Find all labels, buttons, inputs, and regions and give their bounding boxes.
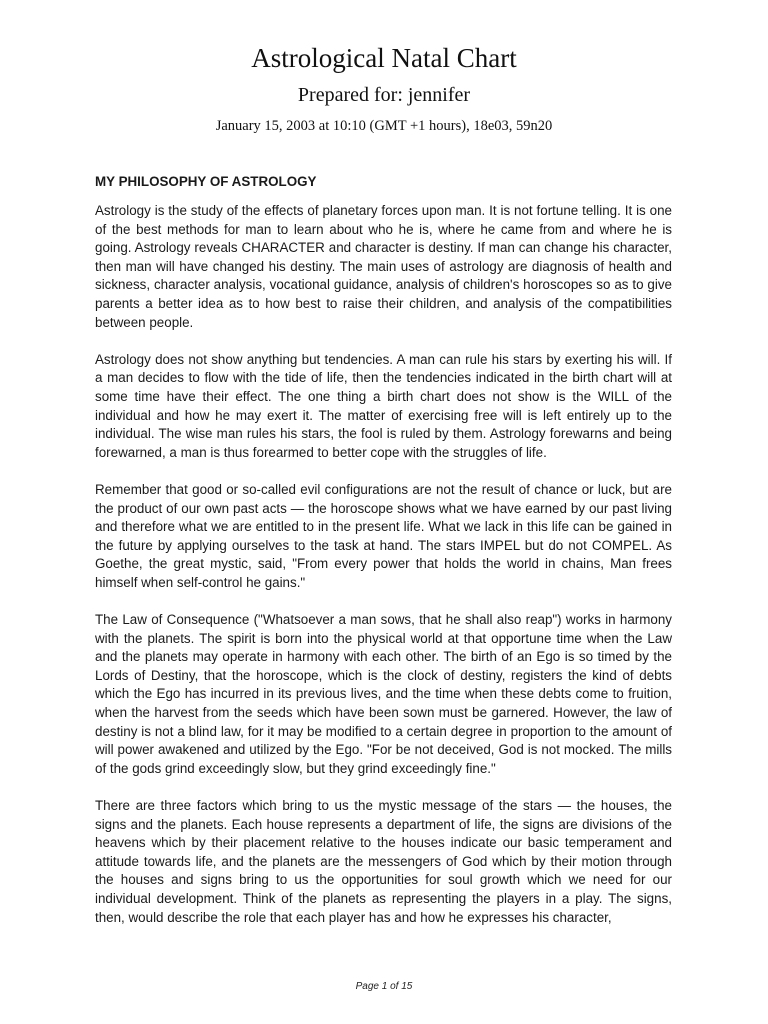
prepared-for: Prepared for: jennifer (297, 84, 471, 106)
page-title: Astrological Natal Chart (251, 43, 517, 73)
page-number: Page 1 of 15 (355, 981, 413, 992)
paragraph: The Law of Consequence ("Whatsoever a man sows, that he shall also reap") works in harmony with the planets. The spirit is born into the physical world at that opportune time when the Law and the planets may operate in harmony with each other. The birth of an Ego is so timed by the Lords of Destiny, that the horoscope, which is the clock of destiny, registers the kind of debts which the Ego has incurred in its previous lives, and the time when these debts come to fruition, when the harvest from the seeds which have been sown must be garnered. However, the law of destiny is not a blind law, for it may be modified to a certain degree in proportion to the amount of will power awakened and utilized by the Ego. "For be not deceived, God is not mocked. The mills of the gods grind exceedingly slow, but they grind exceedingly fine." (95, 612, 672, 776)
section-heading: MY PHILOSOPHY OF ASTROLOGY (95, 174, 317, 189)
document-body (95, 172, 672, 946)
paragraph: There are three factors which bring to us the mystic message of the stars — the houses, the signs and the planets. Each house represents a department of life, the signs are divisions of the heavens which by their placement relative to the houses indicate our basic temperament and attitude towards life, and the planets are the messengers of God which by their motion through the houses and signs bring to us the opportunities for soul growth which we need for our individual development. Think of the planets as representing the players in a play. The signs, then, would describe the role that each player has and how he expresses his character, (95, 798, 672, 925)
paragraph: Astrology does not show anything but tendencies. A man can rule his stars by exerting his will. If a man decides to flow with the tide of life, then the tendencies indicated in the birth chart will at some time have their effect. The one thing a birth chart does not show is the WILL of the individual and how he may exert it. The matter of exercising free will is left entirely up to the individual. The wise man rules his stars, the fool is ruled by them. Astrology forewarns and being forewarned, a man is thus forearmed to better cope with the struggles of life. (95, 351, 672, 460)
birth-data: January 15, 2003 at 10:10 (GMT +1 hours), 18e03, 59n20 (215, 118, 553, 134)
paragraph: Astrology is the study of the effects of planetary forces upon man. It is not fortune telling. It is one of the best methods for man to learn about who he is, where he came from and where he is going. Astrology reveals CHARACTER and character is destiny. If man can change his character, then man will have changed his destiny. The main uses of astrology are diagnosis of health and sickness, character analysis, vocational guidance, analysis of children's horoscopes so as to give parents a better idea as to how best to raise their children, and analysis of the compatibilities between people. (95, 203, 672, 330)
paragraph: Remember that good or so-called evil configurations are not the result of chance or luck, but are the product of our own past acts — the horoscope shows what we have earned by our past living and therefore what we are entitled to in the present life. What we lack in this life can be gained in the future by applying ourselves to the task at hand. The stars IMPEL but do not COMPEL. As Goethe, the great mystic, said, "From every power that holds the world in chains, Man frees himself when self-control he gains." (95, 481, 672, 590)
